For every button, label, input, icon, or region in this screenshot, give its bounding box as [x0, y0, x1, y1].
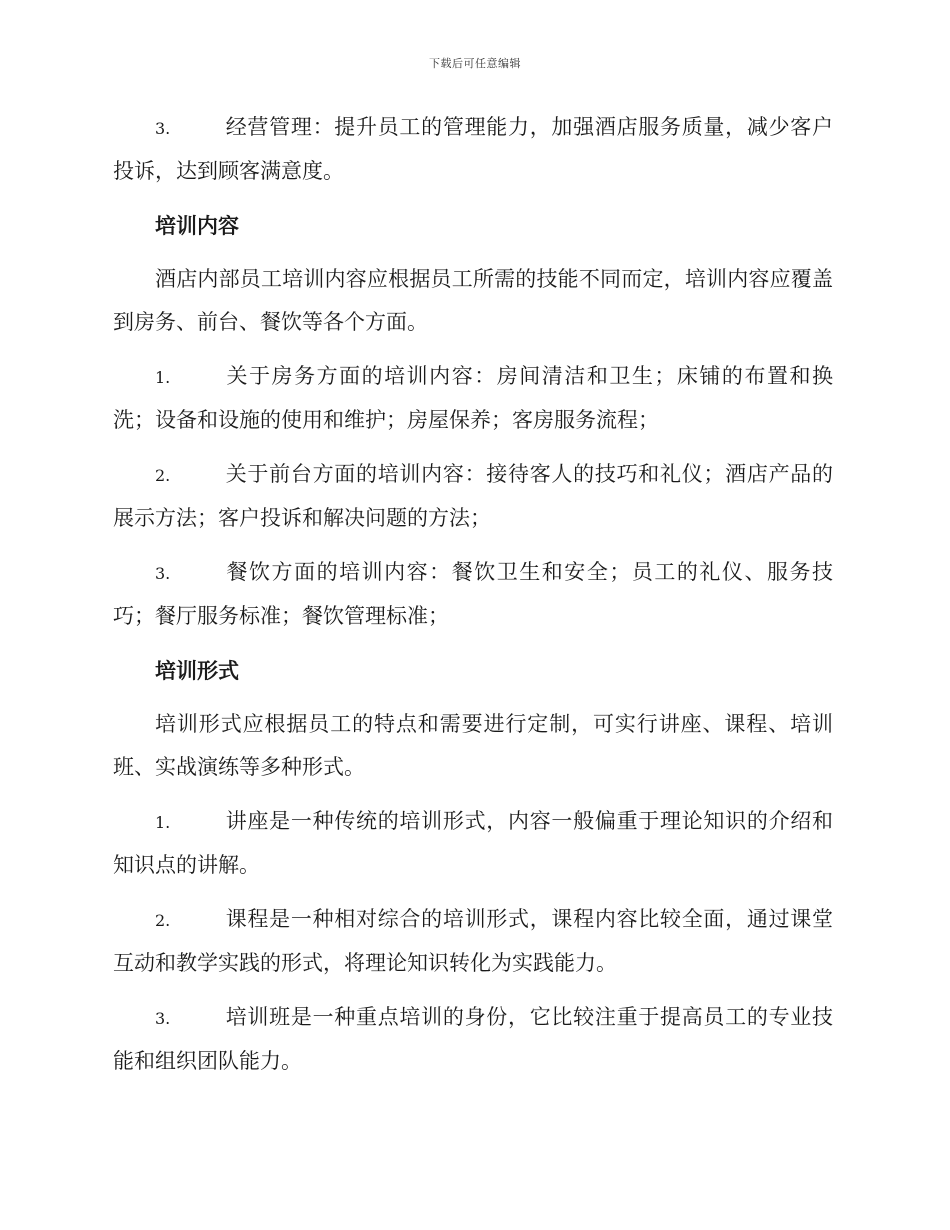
list-item-management — [113, 106, 833, 193]
list-text: 讲座是一种传统的培训形式，内容一般偏重于理论知识的介绍和知识点的讲解。 — [113, 809, 833, 877]
list-text: 课程是一种相对综合的培训形式，课程内容比较全面，通过课堂互动和教学实践的形式，将理论知识转化为实践能力。 — [113, 907, 833, 975]
list-text: 关于房务方面的培训内容：房间清洁和卫生；床铺的布置和换洗；设备和设施的使用和维护；房屋保养；客房服务流程； — [113, 364, 833, 432]
header-note: 下载后可任意编辑 — [429, 57, 521, 70]
list-text: 经营管理：提升员工的管理能力，加强酒店服务质量，减少客户投诉，达到顾客满意度。 — [113, 115, 833, 183]
list-number: 1. — [155, 368, 171, 387]
list-text: 餐饮方面的培训内容：餐饮卫生和安全；员工的礼仪、服务技巧；餐厅服务标准；餐饮管理标准； — [113, 560, 833, 628]
list-item-training-class — [113, 996, 833, 1083]
list-item-lecture — [113, 800, 833, 887]
list-number: 3. — [155, 1009, 171, 1028]
list-number: 3. — [155, 119, 171, 138]
section-heading-training-content: 培训内容 — [155, 213, 239, 238]
list-item-front-desk — [113, 453, 833, 540]
list-item-catering — [113, 551, 833, 638]
list-number: 3. — [155, 564, 171, 583]
list-number: 2. — [155, 911, 171, 930]
list-number: 1. — [155, 813, 171, 832]
list-text: 关于前台方面的培训内容：接待客人的技巧和礼仪；酒店产品的展示方法；客户投诉和解决问题的方法； — [113, 462, 833, 530]
list-item-course — [113, 898, 833, 985]
list-text: 培训班是一种重点培训的身份，它比较注重于提高员工的专业技能和组织团队能力。 — [113, 1005, 833, 1073]
section-heading-training-format: 培训形式 — [155, 658, 239, 683]
list-item-housekeeping — [113, 355, 833, 442]
paragraph-training-format: 培训形式应根据员工的特点和需要进行定制，可实行讲座、课程、培训班、实战演练等多种形式。 — [113, 712, 833, 779]
paragraph-training-content: 酒店内部员工培训内容应根据员工所需的技能不同而定，培训内容应覆盖到房务、前台、餐饮等各个方面。 — [113, 267, 833, 334]
document-body — [113, 106, 833, 1083]
list-number: 2. — [155, 466, 171, 485]
